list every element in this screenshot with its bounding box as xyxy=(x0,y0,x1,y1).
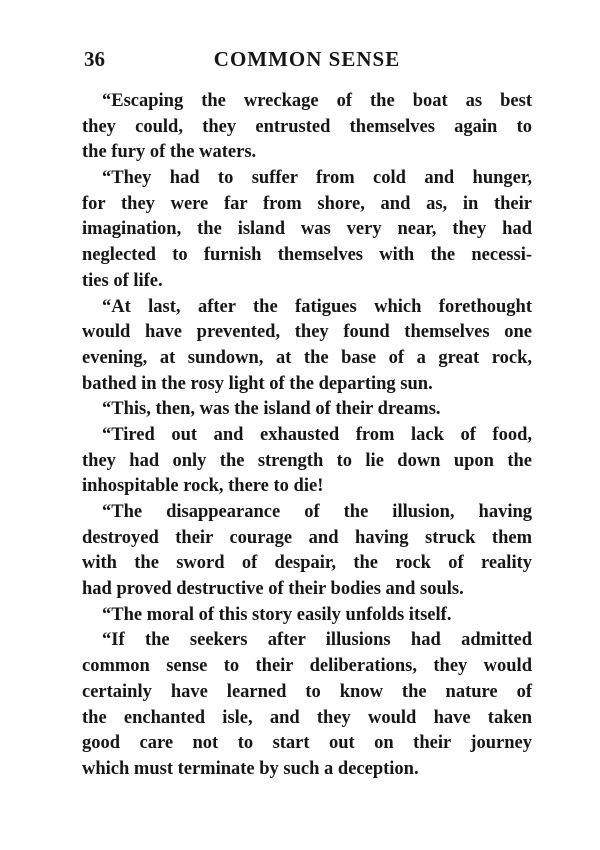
text-line: with the sword of despair, the rock of reality xyxy=(82,553,532,574)
text-line: the enchanted isle, and they would have taken xyxy=(82,707,532,728)
page-number: 36 xyxy=(84,47,105,71)
text-line: they had only the strength to lie down upon the xyxy=(82,450,532,471)
body-text xyxy=(82,89,532,783)
text-line: they could, they entrusted themselves again to xyxy=(82,116,532,137)
text-line: common sense to their deliberations, they would xyxy=(82,656,532,677)
text-line: would have prevented, they found themselves one xyxy=(82,322,532,343)
text-line: inhospitable rock, there to die! xyxy=(82,476,324,497)
text-line: bathed in the rosy light of the departing sun. xyxy=(82,373,433,394)
text-line: good care not to start out on their journey xyxy=(82,733,532,754)
text-line: “The disappearance of the illusion, having xyxy=(102,502,532,522)
text-line: had proved destructive of their bodies and souls. xyxy=(82,579,464,600)
text-line: “This, then, was the island of their dreams. xyxy=(102,399,441,420)
text-line: neglected to furnish themselves with the necessi- xyxy=(82,245,532,266)
text-line: imagination, the island was very near, they had xyxy=(82,219,532,240)
text-line: the fury of the waters. xyxy=(82,142,257,163)
text-line: which must terminate by such a deception. xyxy=(82,758,419,779)
text-line: “The moral of this story easily unfolds itself. xyxy=(102,604,452,625)
text-line: for they were far from shore, and as, in their xyxy=(82,193,532,214)
page-header xyxy=(84,44,530,74)
text-line: evening, at sundown, at the base of a great rock, xyxy=(82,347,532,368)
text-line: “Escaping the wreckage of the boat as best xyxy=(102,91,532,111)
text-line: “They had to suffer from cold and hunger, xyxy=(102,168,532,189)
text-line: “If the seekers after illusions had admitted xyxy=(102,630,532,651)
text-line: destroyed their courage and having struck them xyxy=(82,527,532,548)
text-line: ties of life. xyxy=(82,270,163,291)
text-line: “Tired out and exhausted from lack of food, xyxy=(102,424,532,445)
running-title: COMMON SENSE xyxy=(213,47,401,71)
text-line: certainly have learned to know the nature of xyxy=(82,681,532,702)
text-line: “At last, after the fatigues which forethought xyxy=(102,296,532,317)
